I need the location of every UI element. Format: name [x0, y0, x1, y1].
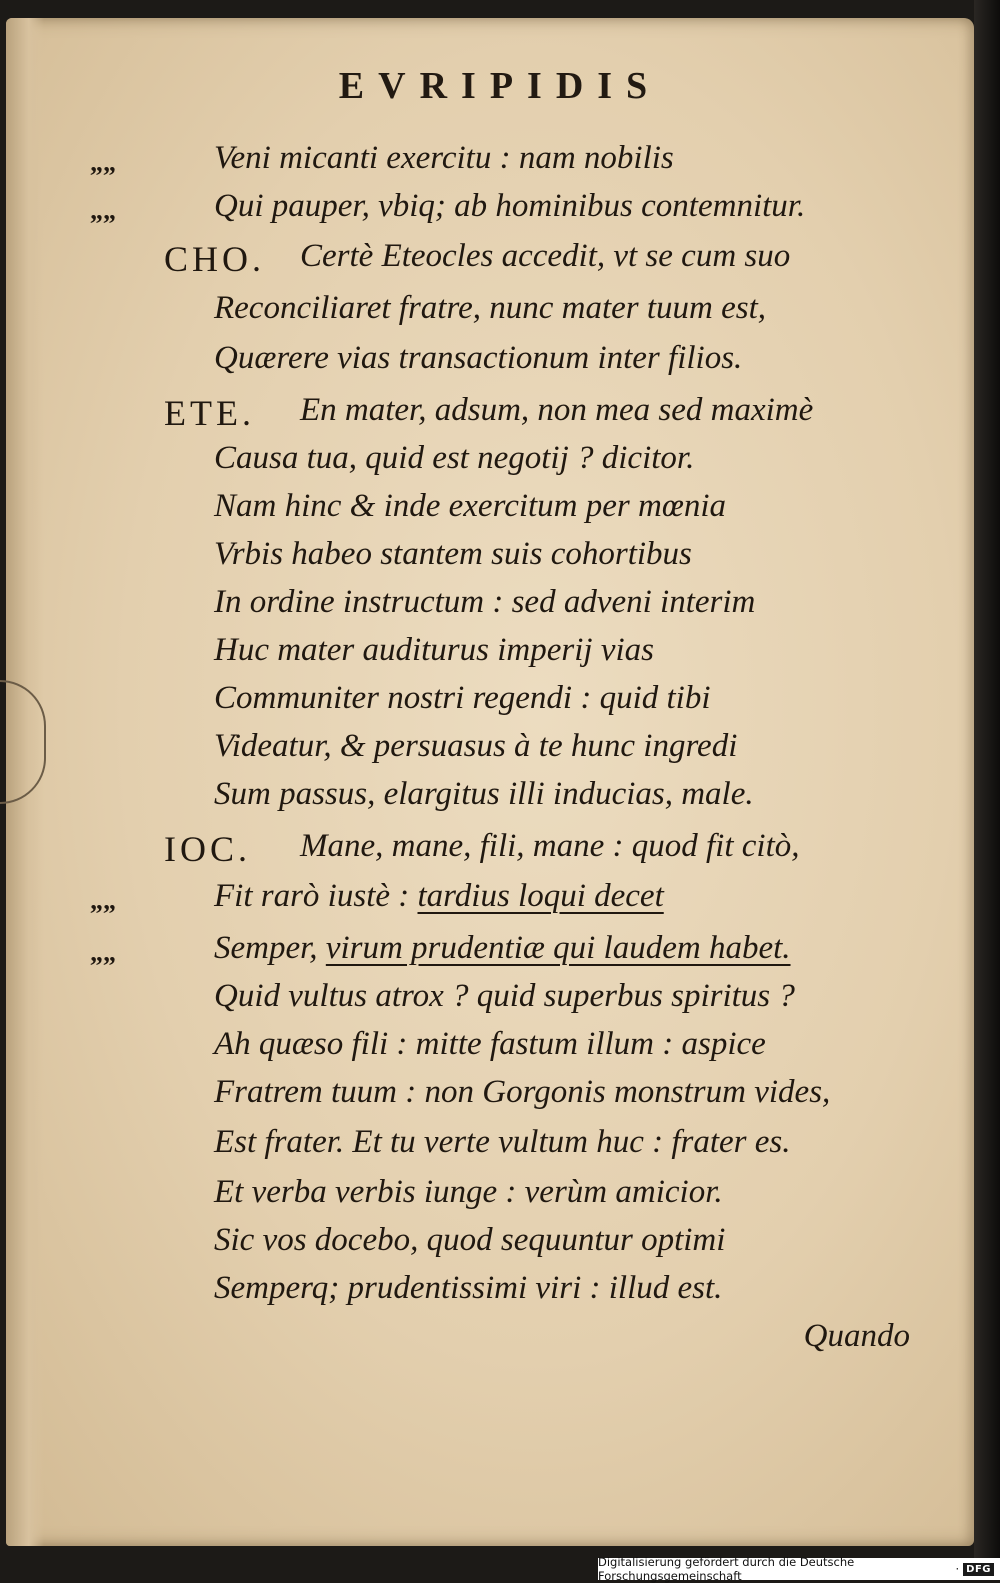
verse-text-part: Causa tua, quid est negotij ? dicitor. — [214, 440, 695, 476]
verse-line-text — [214, 1074, 830, 1111]
verse-line — [0, 978, 1000, 1024]
verse-line-text — [214, 776, 754, 813]
verse-text-part: En mater, adsum, non mea sed maximè — [300, 392, 814, 428]
sententia-marker: „„ — [90, 886, 116, 915]
verse-text-part: Quærere vias transactionum inter filios. — [214, 340, 743, 376]
verse-line-text — [214, 488, 726, 525]
verse-line — [0, 680, 1000, 726]
verse-line-text — [214, 1124, 791, 1161]
verse-line — [0, 188, 1000, 234]
verse-line — [0, 488, 1000, 534]
verse-line — [0, 584, 1000, 630]
verse-line — [0, 828, 1000, 874]
verse-text-part: In ordine instructum : sed adveni interim — [214, 584, 756, 620]
verse-text-part: Ah quæso fili : mitte fastum illum : aspice — [214, 1026, 766, 1062]
verse-text-part: Nam hinc & inde exercitum per mœnia — [214, 488, 727, 524]
verse-line-text — [214, 930, 791, 967]
verse-text-part: Communiter nostri regendi : quid tibi — [214, 680, 711, 716]
verse-line-text — [214, 1026, 766, 1063]
dfg-logo: DFG — [963, 1563, 994, 1576]
verse-line-text — [214, 188, 805, 225]
verse-text-part: Huc mater auditurus imperij vias — [214, 632, 654, 668]
verse-line — [0, 776, 1000, 822]
verse-text-part: Qui pauper, vbiq; ab hominibus contemnitur. — [214, 188, 806, 224]
verse-line-text — [214, 536, 692, 573]
verse-line — [0, 140, 1000, 186]
verse-line — [0, 238, 1000, 284]
handwritten-underline-text: virum prudentiæ qui laudem habet. — [325, 930, 791, 966]
verse-line-text — [300, 238, 790, 275]
verse-line — [0, 290, 1000, 336]
verse-text-part: Semperq; prudentissimi viri : illud est. — [214, 1270, 723, 1306]
verse-text-part: Mane, mane, fili, mane : quod fit citò, — [300, 828, 800, 864]
verse-line — [0, 536, 1000, 582]
sententia-marker: „„ — [90, 148, 116, 177]
verse-line-text — [214, 440, 694, 477]
sententia-marker: „„ — [90, 196, 116, 225]
verse-line — [0, 1270, 1000, 1316]
verse-line — [0, 1026, 1000, 1072]
verse-line-text — [214, 632, 654, 669]
catchword: Quando — [803, 1318, 910, 1354]
verse-line — [0, 930, 1000, 976]
verse-text-part: Quid vultus atrox ? quid superbus spiritus ? — [214, 978, 795, 1014]
verse-text-part: Fit rarò iustè : — [214, 878, 418, 914]
verse-line — [0, 340, 1000, 386]
verse-text-part: Reconciliaret fratre, nunc mater tuum est, — [214, 290, 767, 326]
credit-text: Digitalisierung gefördert durch die Deutsche Forschungsgemeinschaft — [598, 1555, 855, 1583]
speaker-label: CHO. — [164, 239, 266, 279]
verse-line-text — [214, 878, 664, 915]
sententia-marker: „„ — [90, 938, 116, 967]
verse-text-part: Fratrem tuum : non Gorgonis monstrum vides, — [214, 1074, 831, 1110]
verse-text-part: Vrbis habeo stantem suis cohortibus — [214, 536, 692, 572]
running-head: EVRIPIDIS — [338, 65, 662, 107]
verse-line-text — [214, 340, 742, 377]
speaker-label: ETE. — [164, 393, 255, 433]
verse-text-part: Semper, — [214, 930, 326, 966]
verse-line-text — [214, 1174, 723, 1211]
verse-line — [0, 878, 1000, 924]
verse-line-text — [214, 1222, 725, 1259]
digitization-credit: Digitalisierung gefördert durch die Deutsche Forschungsgemeinschaft · DFG — [598, 1558, 1000, 1580]
verse-text-part: Videatur, & persuasus à te hunc ingredi — [214, 728, 738, 764]
verse-line-text — [214, 728, 737, 765]
verse-line — [0, 392, 1000, 438]
verse-text-part: Est frater. Et tu verte vultum huc : frater es. — [214, 1124, 791, 1160]
verse-text-part: Sum passus, elargitus illi inducias, male. — [214, 776, 754, 812]
verse-line — [0, 1074, 1000, 1120]
verse-line-text — [214, 680, 711, 717]
verse-line-text — [214, 1270, 722, 1307]
verse-line-text — [214, 140, 674, 177]
verse-text-part: Et verba verbis iunge : verùm amicior. — [214, 1174, 723, 1210]
verse-line — [0, 1174, 1000, 1220]
verse-text-part: Sic vos docebo, quod sequuntur optimi — [214, 1222, 726, 1258]
handwritten-underline-text: tardius loqui decet — [417, 878, 664, 914]
verse-line-text — [214, 978, 795, 1015]
verse-line — [0, 1124, 1000, 1170]
verse-line — [0, 728, 1000, 774]
verse-line-text — [214, 290, 766, 327]
verse-text-part: Veni micanti exercitu : nam nobilis — [214, 140, 674, 176]
verse-line-text — [300, 392, 813, 429]
speaker-label: IOC. — [164, 829, 251, 869]
verse-line — [0, 1222, 1000, 1268]
verse-line-text — [300, 828, 800, 865]
verse-line — [0, 440, 1000, 486]
verse-line — [0, 632, 1000, 678]
verse-line-text — [214, 584, 755, 621]
verse-text-part: Certè Eteocles accedit, vt se cum suo — [300, 238, 791, 274]
